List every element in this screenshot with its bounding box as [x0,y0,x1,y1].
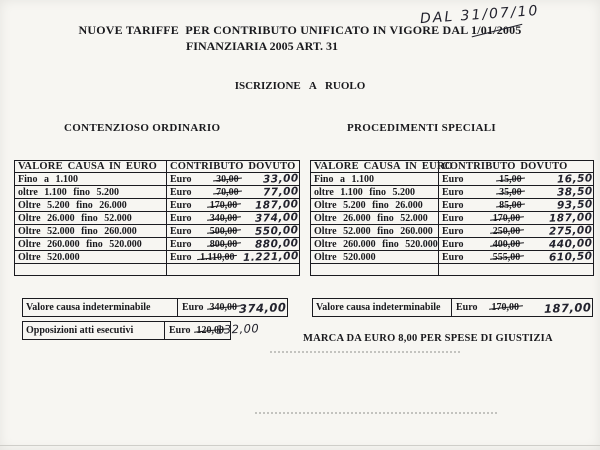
struck-effective-date: 1/01/2005 [471,23,522,37]
table-row [15,212,300,225]
old-amount-struck: 85,00 [499,199,522,211]
currency-label: Euro [170,212,192,224]
handwritten-new-amount: 374,00 [255,211,300,225]
table-header-row [311,161,594,173]
table-row [15,173,300,186]
table-header-row [15,161,300,173]
old-amount-struck: 70,00 [216,186,239,198]
empty-cell [167,264,300,276]
value-range: Oltre 52.000 fino 260.000 [311,225,439,238]
document-subtitle: ISCRIZIONE A RUOLO [234,80,366,92]
handwritten-new-amount: 16,50 [557,172,594,186]
col-header-contributo: CONTRIBUTO DOVUTO [439,161,594,173]
old-amount-struck: 800,00 [209,238,238,250]
title-line-2: FINANZIARIA 2005 ART. 31 [185,39,339,53]
old-amount-struck: 1.110,00 [200,251,235,263]
marca-da-bollo-note: MARCA DA EURO 8,00 PER SPESE DI GIUSTIZIA [303,333,553,344]
table-row [311,225,594,238]
handwritten-new-amount: 93,50 [557,198,594,212]
currency-label: Euro [170,186,192,198]
currency-label: Euro [169,325,191,336]
table-row [15,186,300,199]
currency-label: Euro [442,173,464,185]
table-row [311,238,594,251]
value-range: Oltre 260.000 fino 520.000 [311,238,439,251]
handwritten-new-amount: 187,00 [543,299,592,316]
old-amount-struck: 555,00 [492,251,521,263]
row-label: Valore causa indeterminabile [313,299,452,316]
old-amount-struck: 15,00 [499,173,522,185]
currency-label: Euro [170,225,192,237]
handwritten-new-amount: 33,00 [263,172,300,186]
old-amount-struck: 170,00 [492,212,521,224]
old-amount-struck: 400,00 [492,238,521,250]
handwritten-date-annotation: DAL 31/07/10 [419,2,540,28]
old-amount-struck: 340,00 [209,302,237,313]
handwritten-new-amount: 610,50 [549,250,594,264]
currency-label: Euro [442,212,464,224]
contributo-cell [439,173,594,186]
row-label: Valore causa indeterminabile [23,299,178,316]
handwritten-new-amount: 440,00 [549,237,594,251]
table-row [311,251,594,264]
value-range: Oltre 260.000 fino 520.000 [15,238,167,251]
col-header-valore: VALORE CAUSA IN EURO [15,161,167,173]
currency-label: Euro [170,238,192,250]
contributo-cell [439,238,594,251]
contributo-cell [167,225,300,238]
handwritten-new-amount: 187,00 [549,211,594,225]
currency-label: Euro [442,199,464,211]
old-amount-struck: 250,00 [492,225,521,237]
contributo-cell [439,225,594,238]
opposizioni-atti-esecutivi-row [22,321,231,340]
value-range: oltre 1.100 fino 5.200 [15,186,167,199]
old-amount-struck: 120,00 [196,325,224,336]
currency-label: Euro [170,173,192,185]
table-row [15,199,300,212]
currency-label: Euro [170,251,192,263]
handwritten-new-amount: 38,50 [557,185,594,199]
currency-label: Euro [170,199,192,211]
empty-row [15,264,300,276]
handwritten-new-amount: 275,00 [549,224,594,238]
handwritten-new-amount: 374,00 [238,299,287,316]
table-row [311,173,594,186]
contributo-cell [439,199,594,212]
empty-cell [439,264,594,276]
contributo-cell [167,173,300,186]
title-line-1-text: NUOVE TARIFFE PER CONTRIBUTO UNIFICATO IN VIGORE DAL [78,23,472,37]
section-heading-contenzioso: CONTENZIOSO ORDINARIO [64,122,221,134]
currency-label: Euro [442,251,464,263]
handwritten-new-amount: 132,00 [215,321,260,337]
value-range: Oltre 520.000 [15,251,167,264]
contributo-cell [439,186,594,199]
empty-cell [311,264,439,276]
value-range: Fino a 1.100 [15,173,167,186]
currency-label: Euro [442,225,464,237]
currency-label: Euro [442,238,464,250]
col-header-valore: VALORE CAUSA IN EURO [311,161,439,173]
col-header-contributo: CONTRIBUTO DOVUTO [167,161,300,173]
value-range: Oltre 26.000 fino 52.000 [311,212,439,225]
handwritten-new-amount: 187,00 [255,198,300,212]
table-row [311,212,594,225]
table-row [15,251,300,264]
old-amount-struck: 340,00 [209,212,238,224]
value-range: Fino a 1.100 [311,173,439,186]
contributo-cell [167,199,300,212]
empty-cell [15,264,167,276]
row-label: Opposizioni atti esecutivi [23,322,165,339]
contributo-cell [439,212,594,225]
row-value [178,301,287,315]
contributo-cell [167,212,300,225]
contributo-cell [439,251,594,264]
old-amount-struck: 500,00 [209,225,238,237]
indeterminable-value-row-right [312,298,593,317]
contributo-cell [167,238,300,251]
indeterminable-value-row-left [22,298,288,317]
old-amount-struck: 170,00 [491,302,519,313]
value-range: Oltre 52.000 fino 260.000 [15,225,167,238]
table-row [311,186,594,199]
section-heading-procedimenti: PROCEDIMENTI SPECIALI [347,122,497,134]
value-range: Oltre 5.200 fino 26.000 [311,199,439,212]
scan-artifact [270,351,460,353]
row-value [452,301,592,315]
value-range: Oltre 520.000 [311,251,439,264]
value-range: Oltre 5.200 fino 26.000 [15,199,167,212]
table-row [15,238,300,251]
currency-label: Euro [182,302,204,313]
document-title [30,23,570,54]
currency-label: Euro [456,302,478,313]
table-row [311,199,594,212]
scan-artifact [255,412,497,414]
value-range: Oltre 26.000 fino 52.000 [15,212,167,225]
table-row [15,225,300,238]
old-amount-struck: 35,00 [499,186,522,198]
value-range: oltre 1.100 fino 5.200 [311,186,439,199]
handwritten-new-amount: 550,00 [255,224,300,238]
old-amount-struck: 170,00 [209,199,238,211]
contenzioso-ordinario-table [14,160,300,276]
contributo-cell [167,186,300,199]
empty-row [311,264,594,276]
scan-artifact [0,445,600,446]
procedimenti-speciali-table [310,160,594,276]
old-amount-struck: 30,00 [216,173,239,185]
title-line-1 [30,23,570,38]
handwritten-new-amount: 1.221,00 [242,250,300,264]
handwritten-new-amount: 77,00 [263,185,300,199]
currency-label: Euro [442,186,464,198]
contributo-cell [167,251,300,264]
handwritten-new-amount: 880,00 [255,237,300,251]
